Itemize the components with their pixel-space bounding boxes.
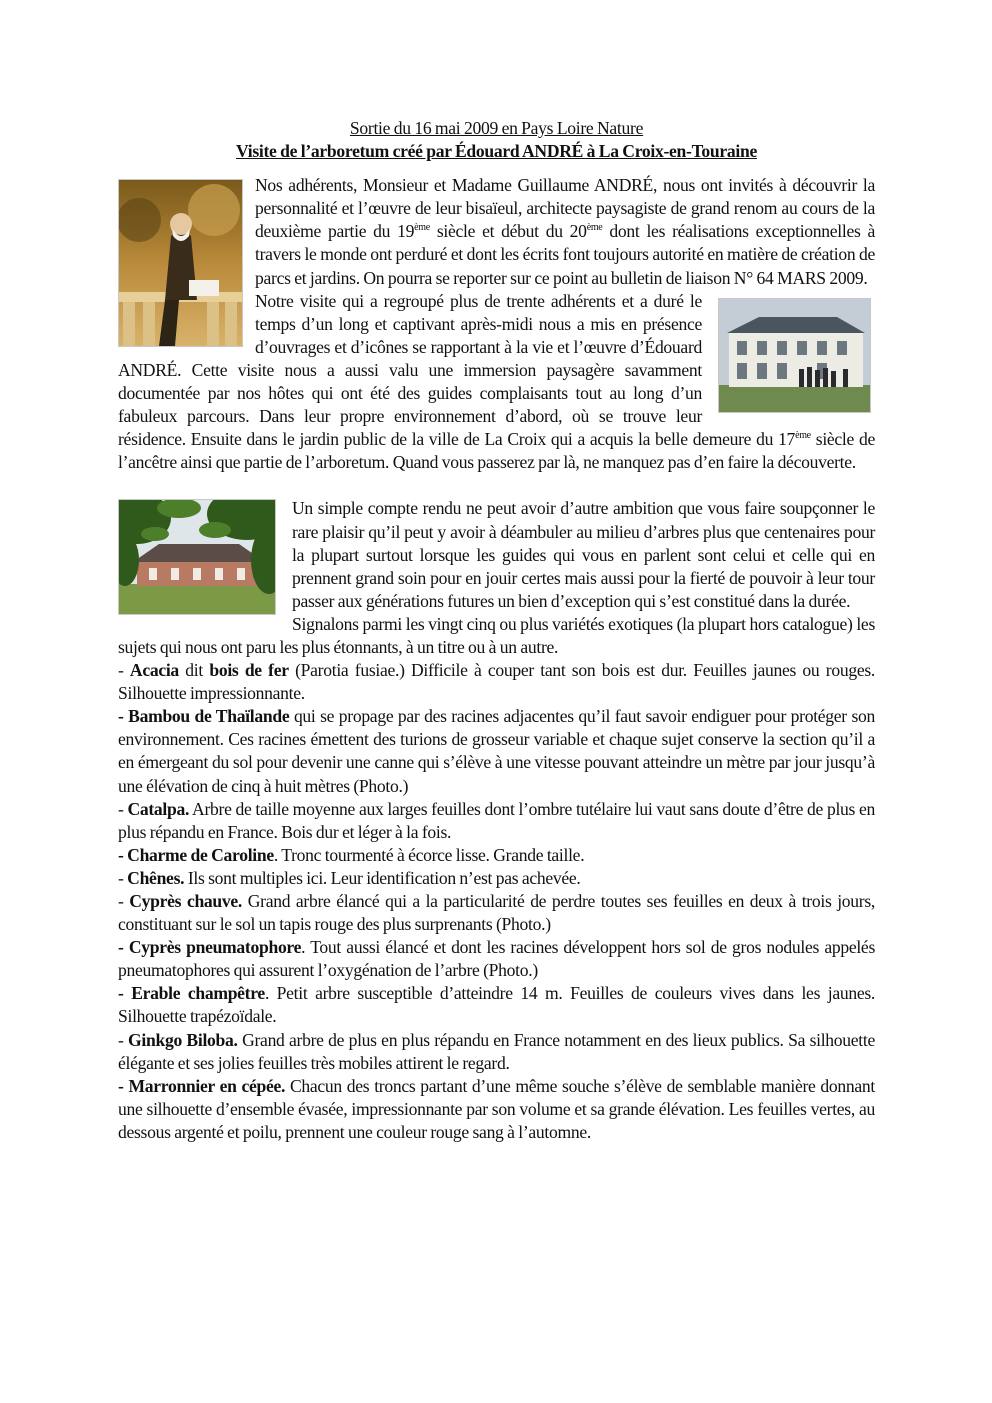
- tree-entry: [118, 890, 875, 936]
- intro-paragraph-1: Nos adhérents, Monsieur et Madame Guillaume ANDRÉ, nous ont invités à découvrir la personnalité et l’œuvre de leur bisaïeul, architecte paysagiste de grand renom au cours de la deuxième partie du 19ème siècle et début du 20ème dont les réalisations exceptionnelles à travers le monde ont perduré et dont les écrits font toujours autorité en matière de création de parcs et jardins. On pourra se reporter sur ce point au bulletin de liaison N° 64 MARS 2009.: [255, 175, 875, 288]
- house-photo: [718, 298, 871, 413]
- tree-entry: [118, 844, 875, 867]
- brick-house-photo: [118, 499, 276, 615]
- document-page: [118, 117, 875, 1144]
- tree-name: - Bambou de Thaïlande: [118, 706, 290, 727]
- tree-description: . Petit arbre susceptible d’atteindre 14 m. Feuilles de couleurs vives dans les jaunes. Silhouette trapézoïdale.: [118, 983, 875, 1027]
- tree-prefix: -: [118, 891, 130, 911]
- tree-prefix: -: [118, 1029, 129, 1050]
- tree-connector: dit: [178, 660, 210, 681]
- tree-name: Ginkgo Biloba.: [128, 1029, 238, 1050]
- tree-name: Catalpa.: [127, 798, 190, 819]
- visit-title: Visite de l’arboretum créé par Édouard ANDRÉ à La Croix-en-Touraine: [236, 141, 757, 162]
- tree-description: Chacun des troncs partant d’une même souche s’élève de semblable manière donnant une silhouette d’ensemble évasée, impressionnante par son volume et sa grande élévation. Les feuilles vertes, au dessous argenté et poilu, prennent une couleur rouge sang à l’automne.: [118, 1075, 875, 1142]
- tree-name: Acacia: [129, 660, 179, 681]
- body-paragraph-2: Signalons parmi les vingt cinq ou plus variétés exotiques (la plupart hors catalogue) les sujets qui nous ont paru les plus étonnants, à un titre ou à un autre.: [118, 613, 875, 657]
- tree-description: . Tronc tourmenté à écorce lisse. Grande taille.: [273, 844, 585, 865]
- tree-description: Arbre de taille moyenne aux larges feuilles dont l’ombre tutélaire lui vaut sans doute d’être de plus en plus répandu en France. Bois dur et léger à la fois.: [118, 798, 875, 842]
- tree-alt-name: bois de fer: [209, 660, 289, 681]
- tree-description: . Tout aussi élancé et dont les racines développent hors sol de gros nodules appelés pneumatophores qui assurent l’oxygénation de l’arbre (Photo.): [118, 937, 875, 981]
- tree-entry: [118, 867, 875, 890]
- tree-prefix: -: [118, 867, 128, 888]
- outing-title: Sortie du 16 mai 2009 en Pays Loire Nature: [349, 118, 644, 138]
- tree-description: Grand arbre de plus en plus répandu en France notamment en des lieux publics. Sa silhouette élégante et ses jolies feuilles très mobiles attirent le regard.: [118, 1029, 875, 1073]
- tree-name: - Cyprès pneumatophore: [118, 937, 302, 958]
- body-paragraph-1: Un simple compte rendu ne peut avoir d’autre ambition que vous faire soupçonner le rare plaisir qu’il peut y avoir à déambuler au milieu d’arbres plus que centenaires pour la plupart surtout lorsque les guides qui vous en parlent sont celui et celle qui en prennent grand soin pour en jouir certes mais aussi pour la fierté de pouvoir à leur tour passer aux générations futures un bien d’exception qui s’est constitué dans la durée.: [292, 498, 875, 611]
- tree-entry: [118, 705, 875, 797]
- tree-description: qui se propage par des racines adjacentes qu’il faut savoir endiguer pour protéger son environnement. Ces racines émettent des turions de grosseur variable et chaque sujet conserve la section qu’il a en émergeant du sol pour devenir une canne qui s’élève à une vitesse pouvant atteindre un mètre par jour jusqu’à une élévation de cinq à huit mètres (Photo.): [118, 706, 875, 796]
- tree-prefix: -: [118, 798, 128, 819]
- tree-entry: [118, 1029, 875, 1075]
- portrait-photo: [118, 179, 243, 347]
- tree-description: (Parotia fusiae.) Difficile à couper tant son bois est dur. Feuilles jaunes ou rouges. Silhouette impressionnante.: [118, 660, 875, 704]
- tree-entry: [118, 659, 875, 705]
- tree-description: Grand arbre élancé qui a la particularité de perdre toutes ses feuilles en deux à trois jours, constituant sur le sol un tapis rouge des plus surprenants (Photo.): [118, 891, 875, 935]
- tree-description: Ils sont multiples ici. Leur identification n’est pas achevée.: [184, 867, 581, 888]
- tree-name: Chênes.: [127, 867, 185, 888]
- paragraph-spacer: [118, 474, 875, 497]
- tree-entry: [118, 936, 875, 982]
- tree-list: [118, 659, 875, 1144]
- tree-name: - Marronnier en cépée.: [118, 1075, 286, 1096]
- intro-paragraph-2: Notre visite qui a regroupé plus de trente adhérents et a duré le temps d’un long et captivant après-midi nous a mis en présence d’ouvrages et d’icônes se rapportant à la vie et l’œuvre d’Édouard ANDRÉ. Cette visite nous a aussi valu une immersion paysagère savamment documentée par nos hôtes qui ont été des guides complaisants tout au long d’un fabuleux parcours. Dans leur propre environnement d’abord, où se trouve leur résidence. Ensuite dans le jardin public de la ville de La Croix qui a acquis la belle demeure du 17ème siècle de l’ancêtre ainsi que partie de l’arboretum. Quand vous passerez par là, ne manquez pas d’en faire la découverte.: [118, 290, 875, 473]
- tree-entry: [118, 982, 875, 1028]
- tree-name: - Charme de Caroline: [118, 844, 274, 865]
- tree-name: Cyprès chauve.: [129, 891, 243, 911]
- tree-entry: [118, 798, 875, 844]
- tree-prefix: -: [118, 660, 130, 681]
- tree-name: - Erable champêtre: [118, 983, 265, 1004]
- tree-entry: [118, 1075, 875, 1144]
